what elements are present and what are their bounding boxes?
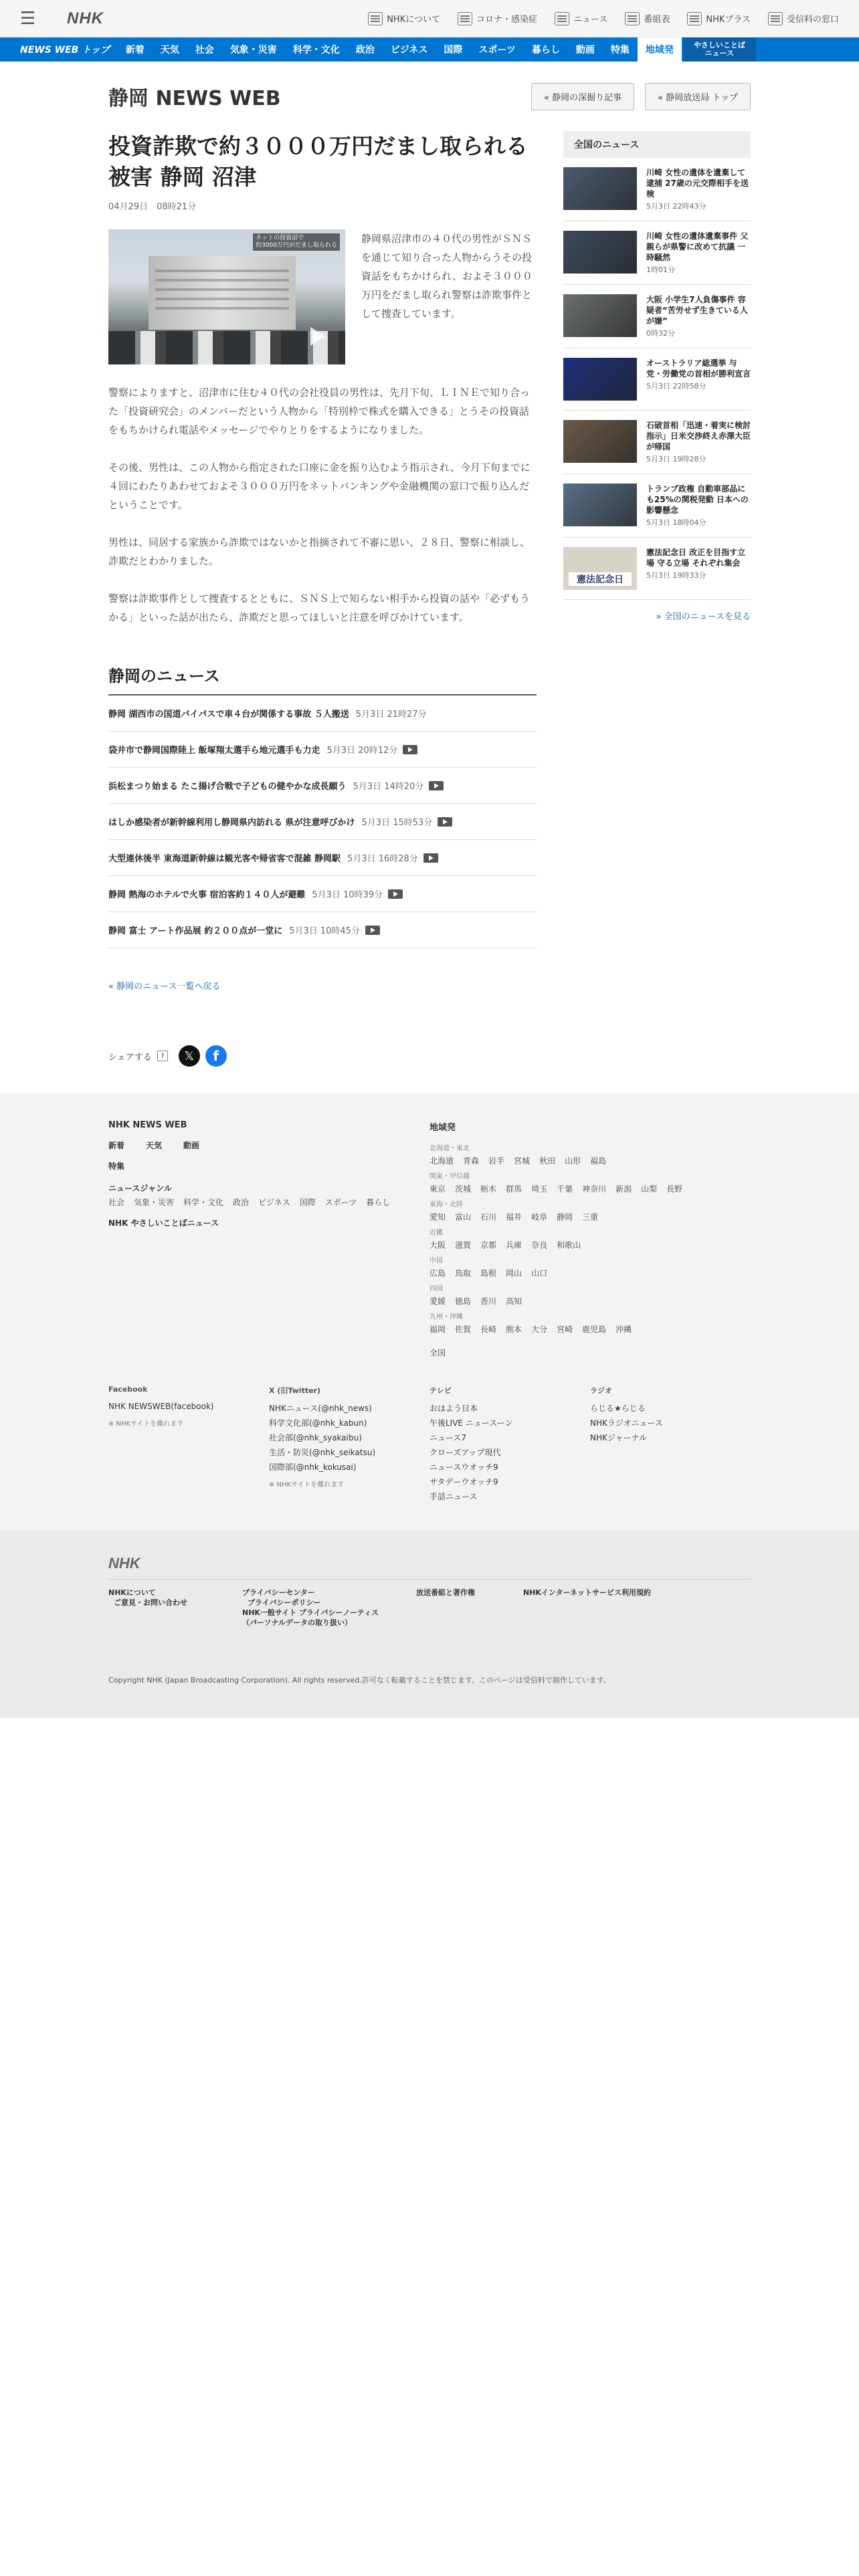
news-thumbnail [563,547,637,590]
region-label: 四国 [430,1285,443,1293]
region-row [430,1267,751,1279]
top-link-label: ニュース [573,15,608,25]
facebook-title: Facebook [108,1385,148,1394]
footer-genre-title: ニュースジャンル [108,1184,172,1193]
news-date: 5月3日 18時04分 [646,518,706,527]
nav-item[interactable]: 特集 [610,45,630,56]
sns-link[interactable]: おはよう日本 [430,1404,478,1413]
local-news-item[interactable] [108,695,537,732]
region-link[interactable]: 島根 [480,1269,497,1278]
footer-genre-link[interactable]: ビジネス [258,1198,290,1207]
deep-dive-button[interactable]: « 静岡の深掘り記事 [531,83,634,110]
nav-region[interactable]: 地域発 [638,37,682,62]
region-link[interactable]: 奈良 [531,1241,548,1250]
region-link[interactable]: 山形 [565,1156,581,1166]
local-news-item[interactable] [108,912,537,948]
video-icon [365,926,380,935]
region-row [430,1295,751,1307]
region-link[interactable]: 山口 [531,1269,548,1278]
copyright-info-link[interactable]: 放送番組と著作権 [416,1588,475,1597]
sns-link[interactable]: NHKジャーナル [590,1433,648,1442]
local-news-item[interactable] [108,876,537,912]
news-title: 憲法記念日 改正を目指す立場 守る立場 それぞれ集会 [646,548,746,568]
deep-dive-label: 静岡の深掘り記事 [552,92,622,103]
footer-genre-link[interactable]: 社会 [108,1198,125,1207]
national-news-item[interactable] [563,411,751,474]
region-link[interactable]: 宮崎 [557,1325,573,1334]
region-link[interactable]: 静岡 [557,1212,573,1222]
region-link[interactable]: 秋田 [539,1156,556,1166]
nav-item[interactable]: 動画 [575,45,595,56]
top-links [368,12,839,25]
sidebar-heading: 全国のニュース [563,131,751,158]
news-date: 5月3日 10時39分 [312,890,383,900]
footer-easy-news[interactable]: NHK やさしいことばニュース [108,1218,219,1228]
region-link[interactable]: 愛知 [430,1212,446,1222]
thumbnail-caption: 憲法記念日 [569,572,632,586]
news-thumbnail [563,358,637,401]
news-date: 5月3日 16時28分 [347,854,418,864]
nav-item[interactable]: 政治 [355,45,375,56]
sns-link[interactable]: クローズアップ現代 [430,1448,501,1457]
region-link[interactable]: 北海道 [430,1156,454,1166]
article-date: 04月29日 08時21分 [108,202,197,212]
region-link[interactable]: 長崎 [480,1325,497,1334]
article-video-thumbnail[interactable] [108,229,345,364]
local-news-item[interactable] [108,804,537,840]
privacy-notice-link[interactable]: NHK一般サイト プライバシーノーティス （パーソナルデータの取り扱い） [242,1608,379,1627]
play-icon[interactable] [310,327,325,346]
tv-title: テレビ [430,1386,452,1395]
region-label: 九州・沖縄 [430,1313,463,1321]
nav-item[interactable]: ビジネス [390,45,428,56]
sns-link[interactable]: NHKラジオニュース [590,1418,663,1428]
region-link[interactable]: 山梨 [641,1184,658,1194]
local-news-item[interactable] [108,768,537,804]
region-link[interactable]: 青森 [463,1156,480,1166]
footer-contact-link[interactable]: ご意見・お問い合わせ [114,1598,187,1607]
region-label: 東海・北陸 [430,1201,463,1208]
video-icon [388,889,403,899]
region-link[interactable]: 富山 [455,1212,472,1222]
sns-link[interactable]: 生活・防災(@nhk_seikatsu) [269,1448,376,1457]
region-link[interactable]: 新潟 [615,1184,632,1194]
news-thumbnail [563,484,637,526]
region-row [430,1211,751,1222]
national-news-item[interactable] [563,348,751,411]
sns-link[interactable]: ニュースウオッチ9 [430,1463,498,1472]
news-title: 大阪 小学生7人負傷事件 容疑者“苦労せず生きている人が嫌” [646,295,748,326]
top-link-icon [625,12,640,25]
footer-title[interactable]: NHK NEWS WEB [108,1120,187,1130]
nhk-logo[interactable]: NHK [67,9,104,27]
footer-genre-link[interactable]: 国際 [299,1198,316,1207]
news-title: 静岡 富士 アート作品展 約２００点が一堂に [108,926,283,936]
x-share-icon[interactable]: 𝕏 [179,1045,200,1067]
news-thumbnail [563,294,637,337]
sns-link[interactable]: 手話ニュース [430,1492,478,1501]
nav-item[interactable]: 科学・文化 [292,45,340,56]
region-link[interactable]: 福岡 [430,1325,446,1334]
top-link-icon [458,12,472,25]
news-date: 5月3日 20時12分 [326,746,398,756]
menu-icon[interactable]: ☰ [20,8,36,29]
news-date: 5月3日 15時53分 [361,818,433,828]
region-label: 近畿 [430,1229,443,1237]
facebook-share-icon[interactable]: f [205,1045,227,1067]
region-link[interactable]: 沖縄 [615,1325,632,1334]
footer-genre-link[interactable]: 政治 [233,1198,250,1207]
privacy-center-link[interactable]: プライバシーセンター [242,1588,315,1597]
region-link[interactable]: 茨城 [455,1184,472,1194]
leave-site-note: ※ NHKサイトを離れます [269,1481,345,1489]
local-news-list [108,695,537,948]
news-thumbnail [563,420,637,463]
sns-link[interactable]: 国際部(@nhk_kokusai) [269,1463,357,1472]
national-news-sidebar [563,131,751,1067]
video-icon [423,853,438,863]
region-row [430,1183,751,1194]
station-top-button[interactable]: « 静岡放送局 トップ [645,83,751,110]
news-title: 浜松まつり始まる たこ揚げ合戦で子どもの健やかな成長願う [108,782,347,792]
region-link[interactable]: 岡山 [506,1269,522,1278]
nav-item[interactable]: 新着 [125,45,145,56]
video-icon [429,781,444,790]
news-title: 袋井市で静岡国際陸上 飯塚翔太選手ら地元選手も力走 [108,746,320,756]
local-news-heading: 静岡のニュース [108,663,537,695]
region-row [430,1155,751,1166]
news-date: 5月3日 19時28分 [646,455,706,463]
top-link-label: NHKプラス [706,15,751,25]
privacy-policy-link[interactable]: プライバシーポリシー [248,1598,321,1607]
region-link[interactable]: 群馬 [506,1184,522,1194]
station-top-label: 静岡放送局 トップ [666,92,738,103]
news-date: 5月3日 22時58分 [646,382,706,391]
top-link-label: 受信料の窓口 [786,15,839,25]
footer-genre-link[interactable]: 暮らし [366,1198,391,1207]
news-title: 静岡 熱海のホテルで火事 宿泊客約１４０人が避難 [108,890,306,900]
region-link[interactable]: 岩手 [488,1156,505,1166]
site-header [108,62,751,118]
footer-link[interactable]: 天気 [146,1141,163,1150]
news-date: 1時01分 [646,265,675,274]
news-title: 川崎 女性の遺体遺棄事件 父親らが県警に改めて抗議 一時騒然 [646,231,749,262]
region-link[interactable]: 栃木 [480,1184,497,1194]
share-bar [108,1045,537,1067]
top-link[interactable] [458,12,537,25]
region-link[interactable]: 石川 [480,1212,497,1222]
region-link[interactable]: 愛媛 [430,1297,446,1306]
nav-item[interactable]: NEWS WEB トップ [20,45,110,56]
footer-genre-link[interactable]: 科学・文化 [183,1198,224,1207]
region-link[interactable]: 埼玉 [531,1184,548,1194]
news-date: 5月3日 22時43分 [646,202,706,211]
copyright: Copyright NHK (Japan Broadcasting Corporation). All rights reserved.許可なく転載することを禁じます。このページは受信料で制作しています。 [108,1676,611,1685]
news-thumbnail [563,231,637,274]
nav-item[interactable]: 社会 [195,45,214,56]
radio-title: ラジオ [590,1386,612,1395]
main-nav [0,37,859,62]
article-paragraph: 警察は詐欺事件として捜査するとともに、ＳＮＳ上で知らない相手から投資の話や「必ずもうかる」といった話が出たら、詐欺だと思ってほしいと注意を呼びかけています。 [108,593,531,623]
national-news-item[interactable] [563,221,751,285]
nav-easy-news[interactable] [683,37,756,62]
news-title: 川崎 女性の遺体を遺棄して逮捕 27歳の元交際相手を送検 [646,168,749,199]
x-title: X (旧Twitter) [269,1386,320,1395]
region-link[interactable]: 岐阜 [531,1212,548,1222]
top-link[interactable] [625,12,670,25]
back-to-list-link[interactable]: « 静岡のニュース一覧へ戻る [108,982,221,992]
article-paragraph: 男性は、同居する家族から詐欺ではないかと指摘されて不審に思い、２８日、警察に相談し、詐欺だとわかりました。 [108,536,531,567]
region-label: 関東・甲信越 [430,1173,470,1180]
region-label: 北海道・東北 [430,1145,470,1152]
help-icon[interactable]: ? [157,1051,168,1061]
top-link-label: 番組表 [644,15,670,25]
news-title: 石破首相「迅速・着実に検討指示」日米交渉終え赤澤大臣が帰国 [646,421,751,451]
leave-site-note: ※ NHKサイトを離れます [108,1420,184,1428]
region-link[interactable]: 滋賀 [455,1241,472,1250]
nav-item[interactable]: 暮らし [531,45,560,56]
region-label: 中国 [430,1257,443,1265]
news-date: 5月3日 21時27分 [355,710,427,720]
footer-bottom [0,1531,859,1718]
top-link-icon [555,12,569,25]
easy-line: ニュース [704,49,735,58]
region-link[interactable]: 三重 [582,1212,599,1222]
video-icon [403,745,417,754]
article-column [108,131,537,1067]
region-link[interactable]: 宮城 [514,1156,531,1166]
more-national-news-link[interactable]: » 全国のニュースを見る [656,612,751,622]
national-news-item[interactable] [563,158,751,221]
video-icon [438,817,452,827]
top-link-icon [687,12,702,25]
region-link[interactable]: 和歌山 [557,1241,581,1250]
footer-genre-link[interactable]: スポーツ [324,1198,357,1207]
region-link[interactable]: 鳥取 [455,1269,472,1278]
footer-genre-link[interactable]: 気象・災害 [134,1198,175,1207]
national-news-item[interactable] [563,474,751,538]
sns-link[interactable]: らじる★らじる [590,1404,646,1413]
top-bar [0,0,859,37]
region-link[interactable]: 兵庫 [506,1241,522,1250]
footer-links [0,1093,859,1531]
news-thumbnail [563,167,637,210]
region-link[interactable]: 神奈川 [582,1184,607,1194]
news-title: トランプ政権 自動車部品にも25%の関税発動 日本への影響懸念 [646,484,749,515]
region-link[interactable]: 京都 [480,1241,497,1250]
region-link[interactable]: 千葉 [557,1184,573,1194]
footer-about-link[interactable]: NHKについて [108,1588,156,1597]
region-link[interactable]: 高知 [506,1297,522,1306]
top-link-label: コロナ・感染症 [476,15,537,25]
article-title: 投資詐欺で約３０００万円だまし取られる被害 静岡 沼津 [108,133,528,190]
nav-item[interactable]: 天気 [160,45,179,56]
sns-link[interactable]: 科学文化部(@nhk_kabun) [269,1418,367,1428]
footer-link[interactable]: 動画 [183,1141,200,1150]
news-date: 5月3日 19時33分 [646,571,706,580]
footer-region-title: 地域発 [430,1123,456,1133]
sns-link[interactable]: 午後LIVE ニュースーン [430,1418,513,1428]
article-paragraph: その後、男性は、この人物から指定された口座に金を振り込むよう指示され、今月下旬までに４回にわたりあわせておよそ３０００万円をネットバンキングや金融機関の窓口で振り込んだということです。 [108,461,531,511]
footer-sns [108,1385,751,1504]
region-link[interactable]: 大阪 [430,1241,446,1250]
local-news-item[interactable] [108,732,537,768]
local-news-item[interactable] [108,840,537,876]
footer-special[interactable]: 特集 [108,1162,125,1171]
share-label: シェアする [108,1052,152,1063]
region-link[interactable]: 香川 [480,1297,497,1306]
top-link[interactable] [687,12,751,25]
news-date: 5月3日 10時45分 [289,926,360,936]
news-title: オーストラリア総選挙 与党・労働党の首相が勝利宣言 [646,358,751,379]
news-date: 5月3日 14時20分 [353,782,424,792]
footer-zenkoku[interactable]: 全国 [430,1348,446,1358]
photo-caption: ネットの投資話で 約3000万円がだまし取られる [253,233,340,251]
national-news-item[interactable] [563,538,751,600]
article-lead: 静岡県沼津市の４０代の男性がＳＮＳを通じて知り合った人物からうその投資話をもちかけられ、およそ３０００万円をだまし取られ警察は詐欺事件として捜査しています。 [361,233,533,320]
nav-item[interactable]: 国際 [444,45,463,56]
easy-line: やさしいことば [693,41,745,49]
article-paragraph: 警察によりますと、沼津市に住む４０代の会社役員の男性は、先月下旬、ＬＩＮＥで知り合った「投資研究会」のメンバーだという人物から「特別枠で株式を購入できる」とうその投資話をもちかけられ電話やメッセージでやりとりをするようになりました。 [108,387,531,436]
footer-nhk-logo[interactable]: NHK [108,1555,751,1580]
sns-link[interactable]: ニュース7 [430,1433,467,1442]
region-link[interactable]: 大分 [531,1325,548,1334]
region-row [430,1239,751,1251]
region-link[interactable]: 広島 [430,1269,446,1278]
sns-link[interactable]: サタデーウオッチ9 [430,1477,498,1487]
region-link[interactable]: 熊本 [506,1325,522,1334]
top-link[interactable] [368,12,440,25]
region-row [430,1323,751,1335]
sns-link[interactable]: 社会部(@nhk_syakaibu) [269,1433,362,1442]
article-body [108,229,537,627]
nav-item[interactable]: スポーツ [478,45,516,56]
region-link[interactable]: 徳島 [455,1297,472,1306]
region-link[interactable]: 佐賀 [455,1325,472,1334]
news-date: 0時32分 [646,329,675,338]
region-link[interactable]: 鹿児島 [582,1325,607,1334]
region-link[interactable]: 福島 [590,1156,607,1166]
sns-link[interactable]: NHK NEWSWEB(facebook) [108,1402,214,1411]
region-link[interactable]: 長野 [666,1184,683,1194]
news-title: 静岡 湖西市の国道バイパスで車４台が関係する事故 ５人搬送 [108,710,349,720]
region-link[interactable]: 福井 [506,1212,522,1222]
nav-item[interactable]: 気象・災害 [229,45,277,56]
top-link-icon [768,12,783,25]
news-title: はしか感染者が新幹線利用し静岡県内訪れる 県が注意呼びかけ [108,818,355,828]
sns-link[interactable]: NHKニュース(@nhk_news) [269,1404,372,1413]
national-news-item[interactable] [563,285,751,348]
top-link[interactable] [768,12,839,25]
top-link[interactable] [555,12,607,25]
region-link[interactable]: 東京 [430,1184,446,1194]
top-link-label: NHKについて [387,15,440,25]
site-title[interactable]: 静岡 NEWS WEB [108,87,281,110]
news-title: 大型連休後半 東海道新幹線は観光客や帰省客で混雑 静岡駅 [108,854,341,864]
footer-link[interactable]: 新着 [108,1141,125,1150]
top-link-icon [368,12,383,25]
terms-link[interactable]: NHKインターネットサービス利用規約 [523,1588,651,1597]
